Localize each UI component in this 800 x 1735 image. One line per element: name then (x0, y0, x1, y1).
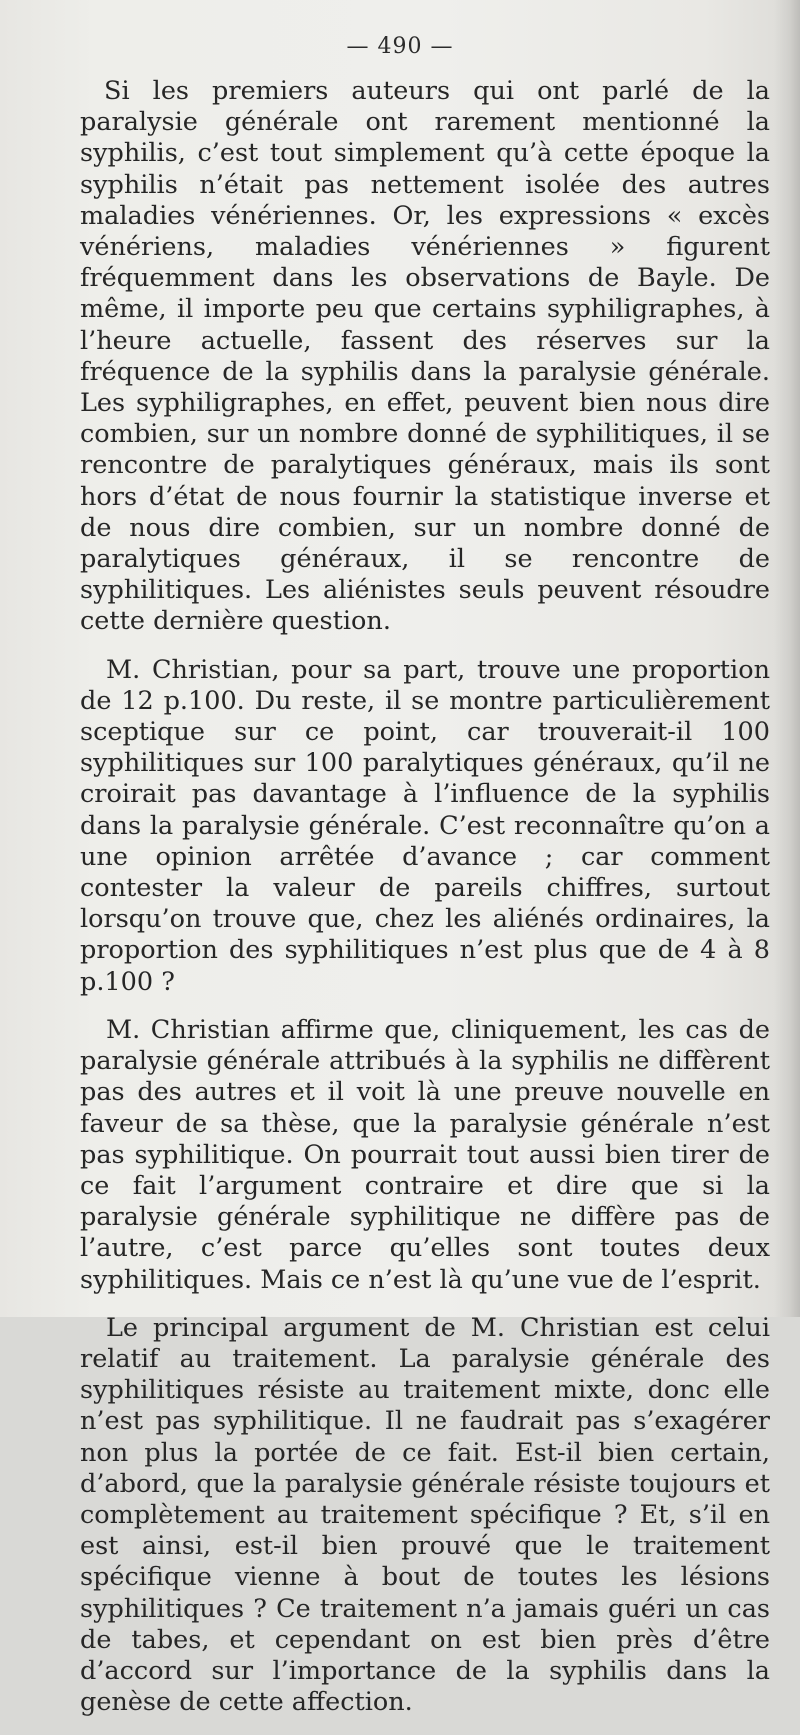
paragraph-3: M. Christian affirme que, cliniquement, les cas de paralysie générale attribués à la syphilis ne diffèrent pas des autres et il voit là une preuve nouvelle en faveur de sa thèse, que la paralysie générale n’est pas syphilitique. On pourrait tout aussi bien tirer de ce fait l’argument contraire et dire que si la paralysie générale syphilitique ne diffère pas de l’autre, c’est parce qu’elles sont toutes deux syphilitiques. Mais ce n’est là qu’une vue de l’esprit. (80, 1014, 770, 1295)
body-text (80, 76, 770, 1735)
paragraph-4: Le principal argument de M. Christian est celui relatif au traitement. La paralysie générale des syphilitiques résiste au traitement mixte, donc elle n’est pas syphilitique. Il ne faudrait pas s’exagérer non plus la portée de ce fait. Est-il bien certain, d’abord, que la paralysie générale résiste toujours et complètement au traitement spécifique ? Et, s’il en est ainsi, est-il bien prouvé que le traitement spécifique vienne à bout de toutes les lésions syphilitiques ? Ce traitement n’a jamais guéri un cas de tabes, et cependant on est bien près d’être d’accord sur l’importance de la syphilis dans la genèse de cette affection. (80, 1312, 770, 1718)
paragraph-2: M. Christian, pour sa part, trouve une proportion de 12 p.100. Du reste, il se montre particulièrement sceptique sur ce point, car trouverait-il 100 syphilitiques sur 100 paralytiques généraux, qu’il ne croirait pas davantage à l’influence de la syphilis dans la paralysie générale. C’est reconnaître qu’on a une opinion arrêtée d’avance ; car comment contester la valeur de pareils chiffres, surtout lorsqu’on trouve que, chez les aliénés ordinaires, la proportion des syphilitiques n’est plus que de 4 à 8 p.100 ? (80, 654, 770, 997)
paragraph-1: Si les premiers auteurs qui ont parlé de la paralysie générale ont rarement mentionné la syphilis, c’est tout simplement qu’à cette époque la syphilis n’était pas nettement isolée des autres maladies vénériennes. Or, les expressions « excès vénériens, maladies vénériennes » figurent fréquemment dans les observations de Bayle. De même, il importe peu que certains syphiligraphes, à l’heure actuelle, fassent des réserves sur la fréquence de la syphilis dans la paralysie générale. Les syphiligraphes, en effet, peuvent bien nous dire combien, sur un nombre donné de syphilitiques, il se rencontre de paralytiques généraux, mais ils sont hors d’état de nous fournir la statistique inverse et de nous dire combien, sur un nombre donné de paralytiques généraux, il se rencontre de syphilitiques. Les aliénistes seuls peuvent résoudre cette dernière question. (80, 76, 770, 637)
page-number: — 490 — (346, 34, 454, 59)
